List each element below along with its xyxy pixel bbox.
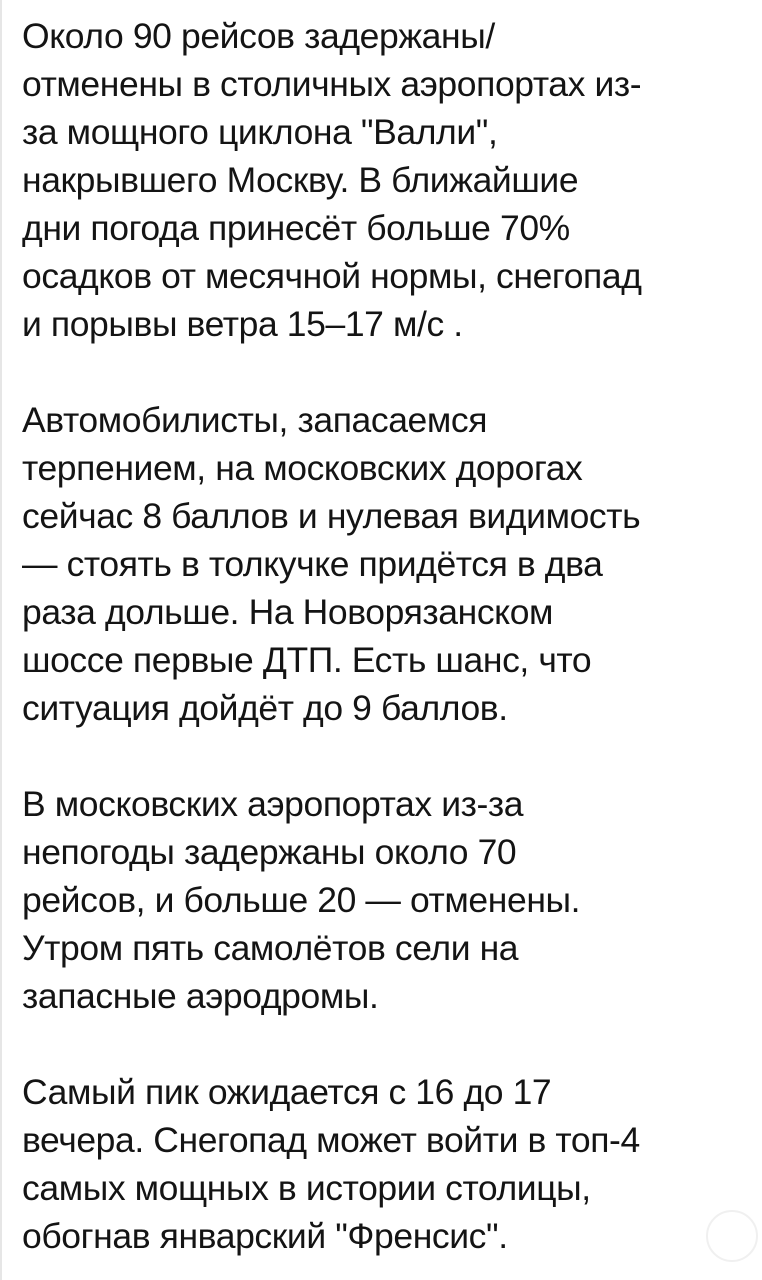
text-line: самых мощных в истории столицы, [22,1168,591,1208]
faint-circle-shape [706,1210,758,1262]
text-line: Самый пик ожидается с 16 до 17 [22,1072,552,1112]
text-line: — стоять в толкучке придётся в два [22,544,603,584]
text-line: терпением, на московских дорогах [22,448,583,488]
text-line: сейчас 8 баллов и нулевая видимость [22,496,641,536]
message-paragraph [22,12,747,348]
text-line: за мощного циклона "Валли", [22,112,498,152]
text-line: обогнав январский "Френсис". [22,1216,508,1256]
text-line: рейсов, и больше 20 — отменены. [22,880,581,920]
text-line: дни погода принесёт больше 70% [22,208,570,248]
text-line: непогоды задержаны около 70 [22,832,517,872]
text-line: раза дольше. На Новорязанском [22,592,554,632]
text-line: и порывы ветра 15–17 м/с . [22,304,463,344]
text-line: накрывшего Москву. В ближайшие [22,160,579,200]
message-paragraph [22,780,747,1020]
text-line: шоссе первые ДТП. Есть шанс, что [22,640,592,680]
message-paragraph [22,396,747,732]
text-line: В московских аэропортах из-за [22,784,524,824]
message-text[interactable] [22,12,747,1260]
text-line: Около 90 рейсов задержаны/ [22,16,495,56]
text-line: вечера. Снегопад может войти в топ-4 [22,1120,640,1160]
text-line: запасные аэродромы. [22,976,379,1016]
text-line: Автомобилисты, запасаемся [22,400,488,440]
text-line: Утром пять самолётов сели на [22,928,519,968]
message-left-border [0,0,2,1280]
message-paragraph [22,1068,747,1260]
text-line: отменены в столичных аэропортах из- [22,64,642,104]
text-line: осадков от месячной нормы, снегопад [22,256,642,296]
text-line: ситуация дойдёт до 9 баллов. [22,688,508,728]
